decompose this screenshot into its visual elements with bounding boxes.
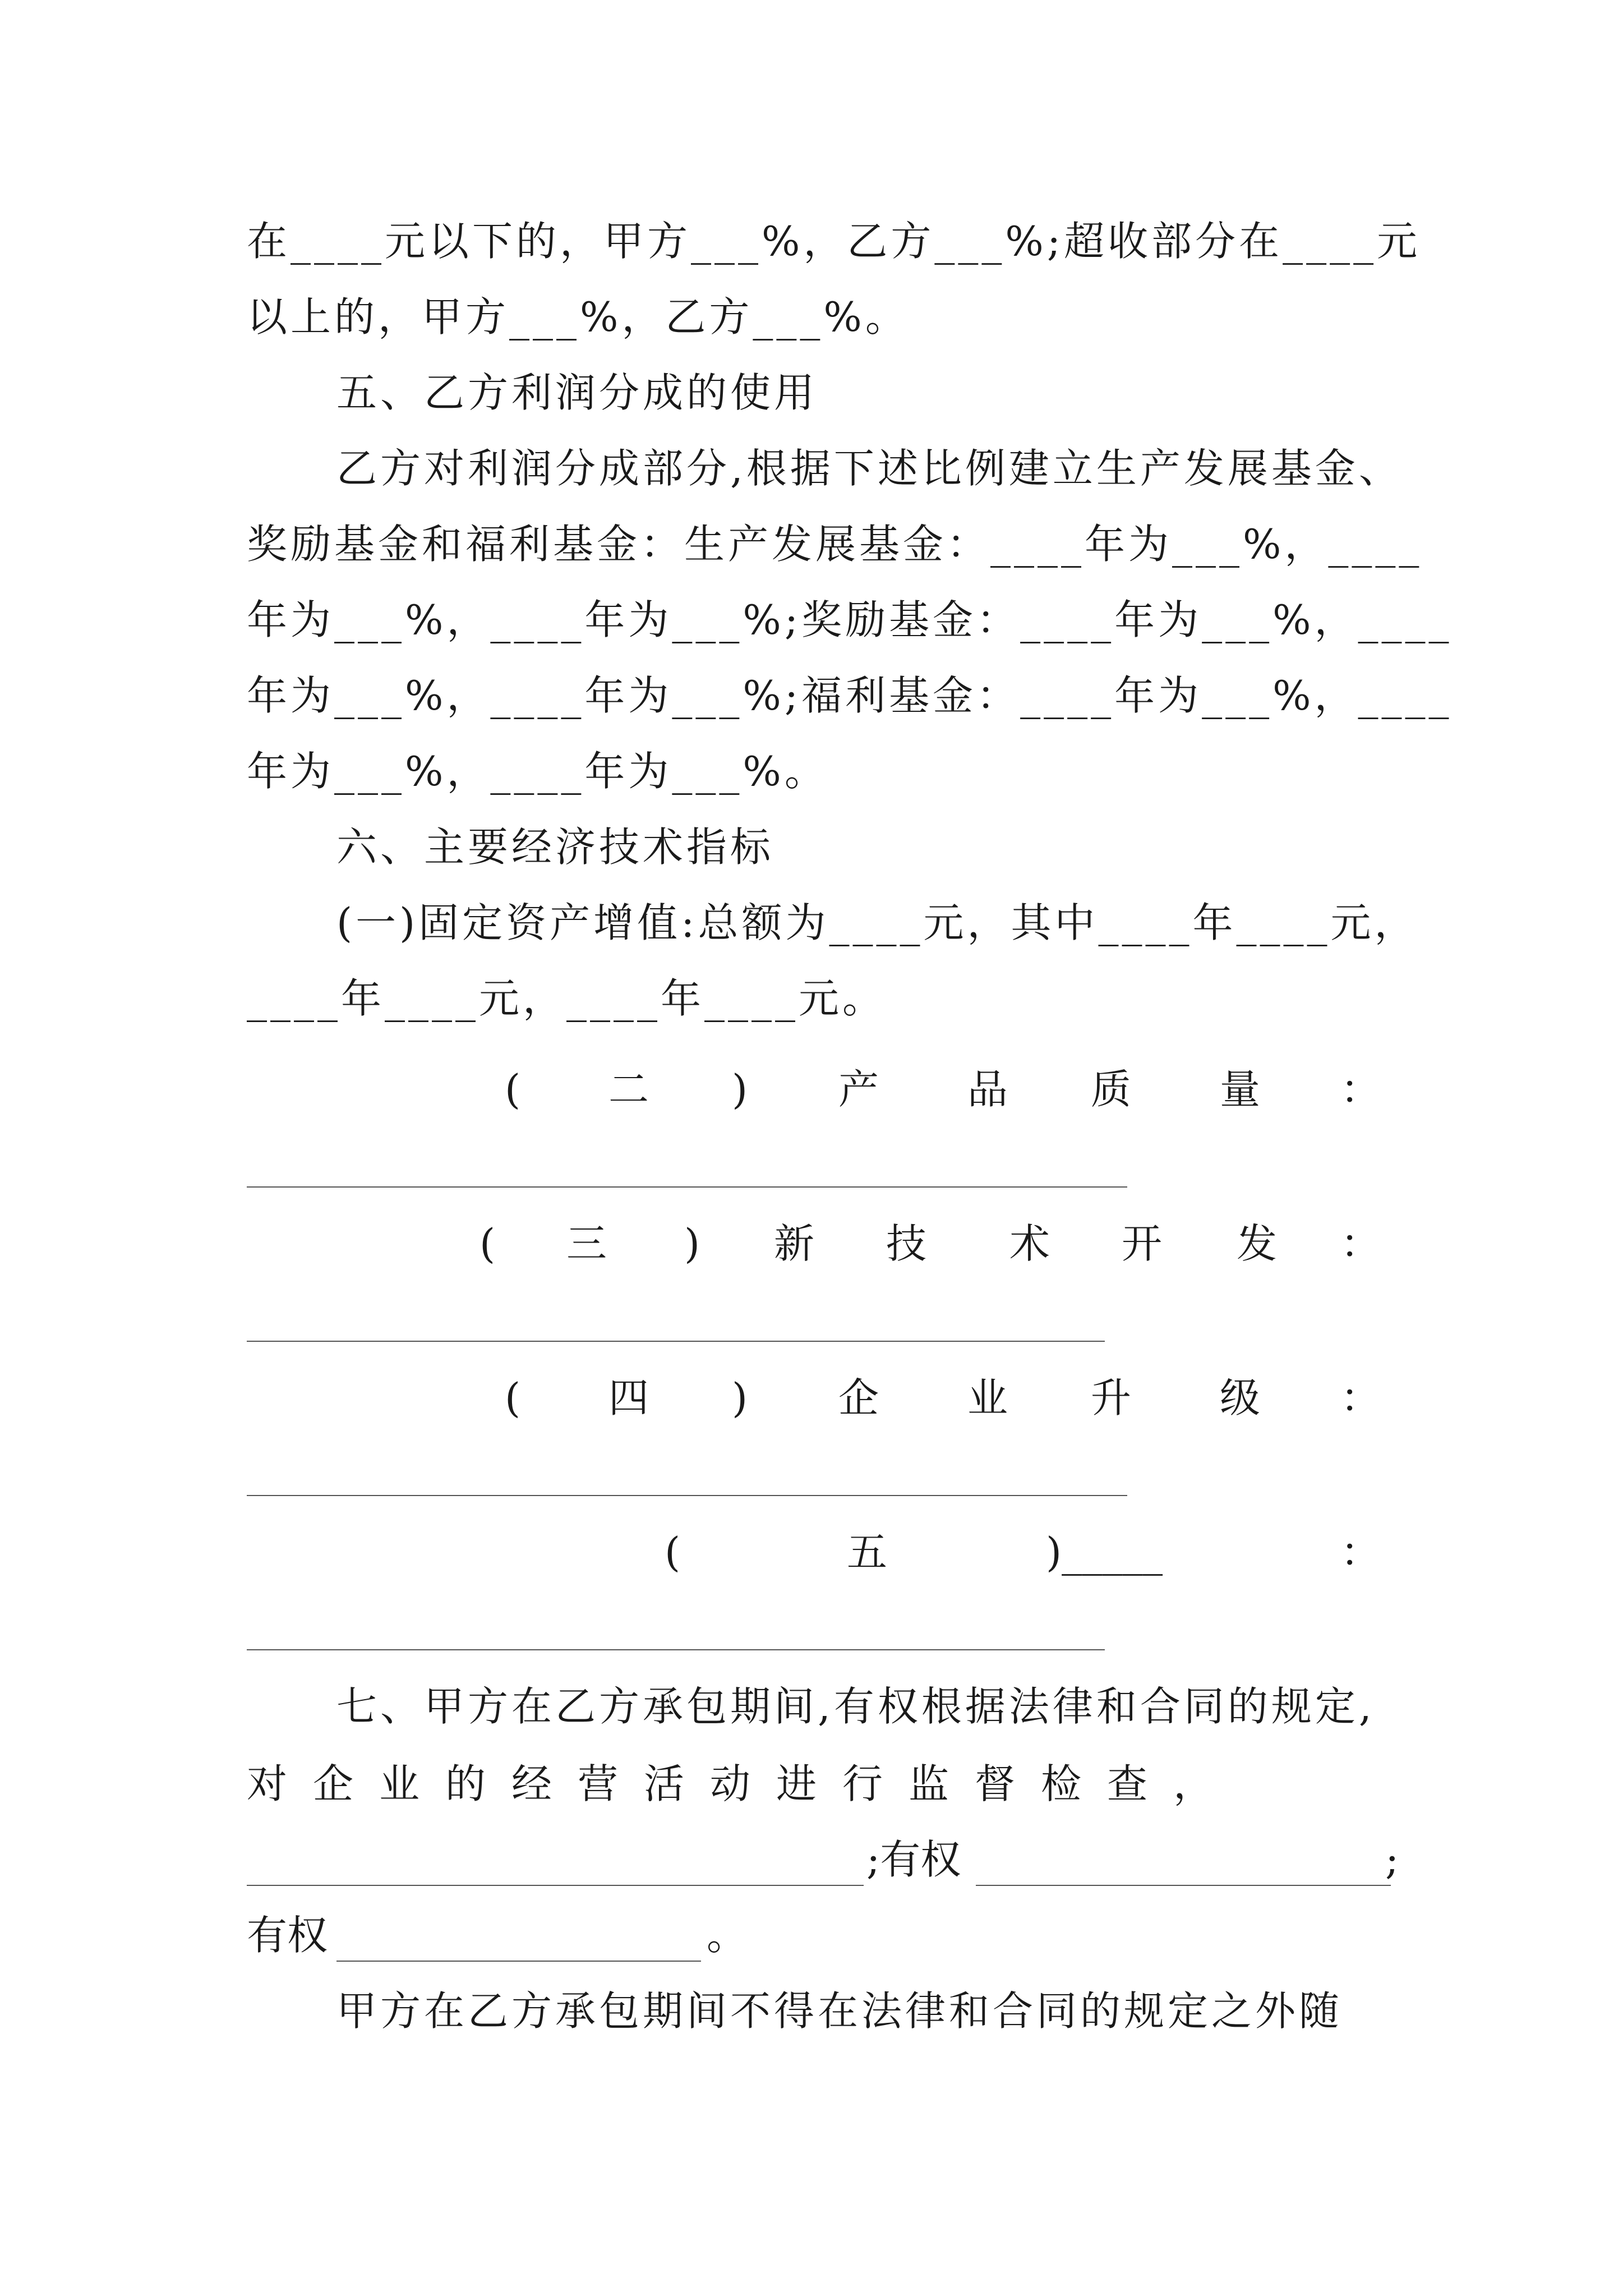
fill-in-rule-7c [336,1961,701,1962]
text-line-6: 年为___%，____年为___%;奖励基金：____年为___%，____ [247,596,1453,643]
text-line-5: 奖励基金和福利基金：生产发展基金：____年为___%，____ [247,521,1423,568]
section-heading-6: 六、主要经济技术指标 [336,823,774,871]
fill-in-rule-3 [247,1341,1105,1342]
text-line-4: 乙方对利润分成部分,根据下述比例建立生产发展基金、 [336,445,1403,492]
text-line-10: (一)固定资产增值:总额为____元，其中____年____元， [336,899,1418,946]
fill-in-rule-4 [247,1495,1127,1496]
fill-in-rule-7b [976,1885,1391,1886]
fill-in-rule-2 [247,1186,1127,1188]
text-line-2: 以上的，甲方___%，乙方___%。 [247,293,909,341]
text-line-last: 甲方在乙方承包期间不得在法律和合同的规定之外随 [336,1987,1343,2035]
text-line-1: 在____元以下的，甲方___%，乙方___%;超收部分在____元 [247,218,1421,265]
text-line-11: ____年____元，____年____元。 [247,975,887,1022]
text-you-quan-2: 有权 [247,1912,328,1959]
section-heading-7: 七、甲方在乙方承包期间,有权根据法律和合同的规定, [336,1683,1375,1730]
text-line-7: 年为___%，____年为___%;福利基金：____年为___%，____ [247,672,1453,719]
text-you-quan-1: ;有权 [866,1836,961,1883]
document-page: 在____元以下的，甲方___%，乙方___%;超收部分在____元 以上的，甲方___%，乙方___%。 五、乙方利润分成的使用 乙方对利润分成部分,根据下述比例建立生产发展基金、 奖励基金和福利基金：生产发展基金：____年为___%，____ 年为___%，____年为___%;奖励基金：____年为___%，____ 年为___%，____年为___%;福利基金：____年为___%，____ 年为___%，____年为___%。 六、主要经济技术指标 (一)固定资产增值:总额为____元，其中____年____元， ____年____元，____年____元。 ( 二 ) 产 品 质 量 ： ( 三 ) 新 技 术 开 发 ： ( 四 ) 企 业 升 级 ： ( 五 )_____ ： 七、甲方在乙方承包期间,有权根据法律和合同的规定, 对企业的经营活动进行监督检查， ;有权 ; 有权 。 甲方在乙方承包期间不得在法律和合同的规定之外随 [0,0,1623,2296]
text-line-supervision: 对企业的经营活动进行监督检查， [247,1760,1240,1807]
text-semicolon: ; [1385,1836,1399,1883]
text-period: 。 [707,1912,748,1959]
text-line-8: 年为___%，____年为___%。 [247,748,828,795]
section-heading-5: 五、乙方利润分成的使用 [336,369,818,416]
fill-in-rule-5 [247,1649,1105,1650]
fill-in-rule-7a [247,1885,864,1886]
